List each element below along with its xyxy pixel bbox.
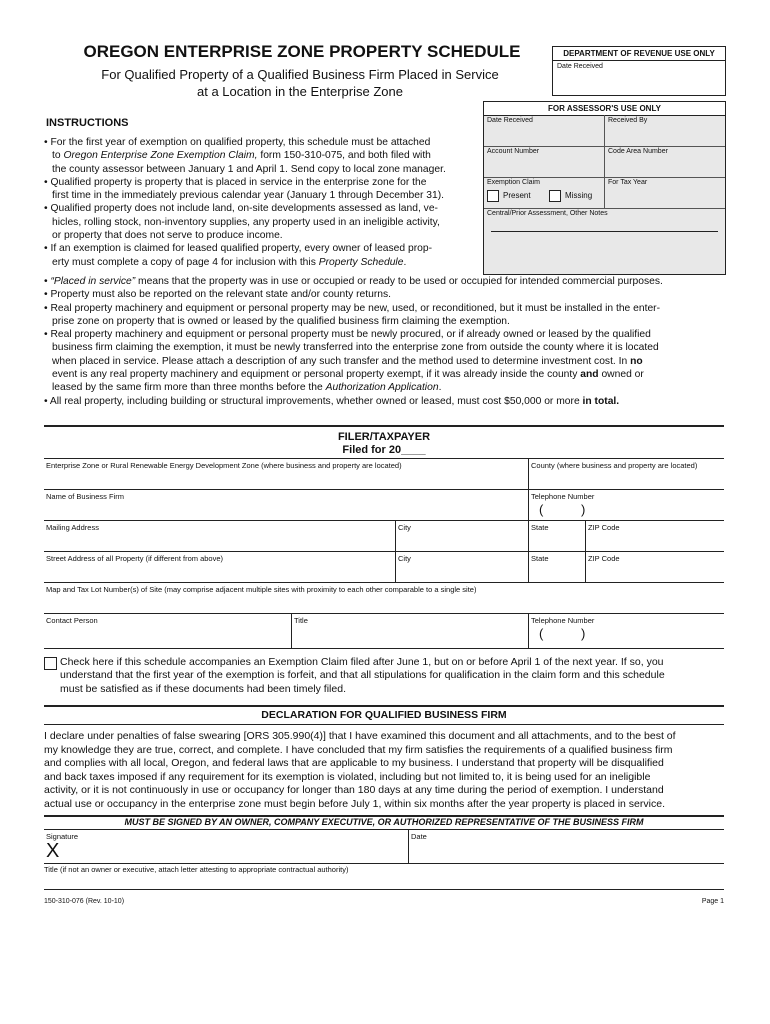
instr-line: or property that does not serve to produce income. — [52, 230, 283, 242]
filer-title: FILER/TAXPAYER — [337, 431, 431, 443]
assessor-use-only-box — [483, 101, 726, 275]
instr-text: . — [438, 382, 442, 394]
subtitle-line-2: at a Location in the Enterprise Zone — [197, 84, 403, 99]
assessor-row-2 — [484, 146, 725, 178]
instr-line — [44, 381, 734, 394]
instr-line: • Real property machinery and equipment or personal property must be newly procured, or if already owned or leased by the qualified — [44, 329, 651, 341]
mailing-city-field[interactable]: City — [395, 521, 528, 552]
filer-row-mailing — [44, 520, 724, 552]
instr-line: • For the first year of exemption on qualified property, this schedule must be attached — [44, 137, 431, 148]
filer-row-zone — [44, 458, 724, 490]
area-code-open: ( — [539, 626, 544, 641]
authorization-application-name: Authorization Application — [325, 382, 439, 394]
map-tax-lot-field[interactable]: Map and Tax Lot Number(s) of Site (may comprise adjacent multiple sites with proximity to each other comparable to a single site) — [46, 585, 477, 594]
central-prior-label: Central/Prior Assessment, Other Notes — [487, 210, 608, 217]
instr-text: to — [52, 150, 64, 162]
declaration-line: actual use or occupancy in the enterprise zone must begin before July 1, within six months after the year property is placed in service. — [44, 797, 665, 810]
assessor-heading: FOR ASSESSOR'S USE ONLY — [484, 102, 725, 116]
instr-text: erty must complete a copy of page 4 for inclusion with this — [52, 256, 319, 268]
mailing-address-field[interactable]: Mailing Address — [46, 523, 99, 532]
central-prior-notes-field[interactable] — [484, 208, 725, 274]
signer-title-field[interactable]: Title (if not an owner or executive, attach letter attesting to appropriate contractual authority) — [44, 865, 724, 890]
contact-title-field[interactable]: Title — [291, 614, 528, 648]
page-number: Page 1 — [701, 898, 724, 905]
instr-text: • All real property, including building or structural improvements, whether owned or leased, must cost $50,000 or more — [44, 395, 583, 407]
declaration-line: and back taxes imposed if any requirement for its exemption is violated, including but not limited to, it is being used for an ineligible — [44, 770, 651, 783]
present-checkbox[interactable] — [487, 190, 499, 202]
form-subtitle — [60, 66, 540, 100]
assessor-code-area-field[interactable]: Code Area Number — [604, 146, 725, 177]
instr-line: • “Placed in service” means that the property was in use or occupied or ready to be used or occupied for intended commercial purposes. — [44, 276, 663, 287]
form-number: 150-310-076 (Rev. 10-10) — [44, 898, 125, 905]
declaration-line: activity, or it is not continuously in use or occupancy for longer than 180 days at any time during the period of exemption. I understand — [44, 784, 664, 796]
section-divider — [44, 425, 724, 427]
instr-line: first time in the immediately previous calendar year (January 1 through December 31). — [52, 190, 445, 202]
missing-checkbox[interactable] — [549, 190, 561, 202]
instr-emphasis: no — [630, 355, 643, 367]
contact-telephone-field[interactable] — [528, 614, 724, 648]
notes-line — [491, 231, 718, 232]
property-schedule-name: Property Schedule — [318, 256, 404, 268]
telephone-label: Telephone Number — [531, 616, 595, 625]
telephone-field[interactable] — [528, 490, 724, 521]
instr-line: • Real property machinery and equipment or personal property may be new, used, or reconditioned, but it must be installed in the enter- — [44, 302, 661, 314]
instr-line: hicles, rolling stock, non-inventory supplies, any property used in an ineligible activity, — [52, 216, 440, 228]
exemption-claim-form-name: Oregon Enterprise Zone Exemption Claim, — [63, 150, 258, 162]
instr-emphasis: and — [580, 369, 599, 381]
instr-line: prise zone on property that is owned or leased by the qualified business firm claiming the exemption. — [52, 315, 510, 327]
enterprise-zone-field[interactable]: Enterprise Zone or Rural Renewable Energy Development Zone (where business and property are located) — [46, 461, 402, 470]
instr-line — [44, 395, 734, 408]
dor-heading: DEPARTMENT OF REVENUE USE ONLY — [553, 47, 725, 61]
instr-line — [44, 368, 734, 381]
missing-label: Missing — [565, 191, 593, 201]
section-divider — [44, 724, 724, 725]
signature-field[interactable] — [44, 830, 408, 863]
subtitle-line-1: For Qualified Property of a Qualified Business Firm Placed in Service — [101, 67, 499, 82]
late-filing-checkbox[interactable] — [44, 657, 57, 670]
instr-line: business firm claiming the exemption, it must be newly transferred into the enterprise zone from outside the county where it is located — [52, 342, 659, 354]
declaration-line: I declare under penalties of false swearing [ORS 305.990(4)] that I have examined this document and all attachments, and to the best of — [44, 730, 676, 742]
instr-text: means that the property was in use or occupied or ready to be used or occupied for intended commercial purposes. — [135, 276, 663, 287]
signature-x-mark: X — [46, 840, 60, 862]
instr-line: the county assessor between January 1 and April 1. Send copy to local zone manager. — [52, 163, 446, 175]
assessor-account-number-field[interactable]: Account Number — [487, 148, 540, 155]
instr-line — [44, 149, 484, 162]
placed-in-service-term: “Placed in service” — [50, 276, 136, 287]
street-zip-field[interactable]: ZIP Code — [585, 552, 724, 583]
assessor-row-3 — [484, 177, 725, 209]
declaration-text — [44, 730, 724, 811]
filer-row-street — [44, 551, 724, 583]
signature-date-field[interactable]: Date — [408, 830, 724, 863]
instr-emphasis: in total. — [582, 395, 620, 407]
late-filing-line-3: must be satisfied as if these documents had been timely filed. — [60, 682, 346, 695]
filer-row-contact — [44, 613, 724, 649]
instr-line: • Qualified property does not include land, on-site developments assessed as land, ve- — [44, 203, 438, 215]
area-code-close: ) — [581, 626, 586, 641]
area-code-open: ( — [539, 502, 544, 517]
instr-text: . — [403, 256, 407, 268]
instr-line — [44, 256, 484, 269]
street-state-field[interactable]: State — [528, 552, 585, 583]
filer-row-map — [44, 582, 724, 614]
instructions-heading: INSTRUCTIONS — [46, 117, 129, 129]
instr-line — [44, 355, 734, 368]
instr-line: • If an exemption is claimed for leased qualified property, every owner of leased prop- — [44, 243, 433, 255]
late-filing-line-2: understand that the first year of the exemption is forfeit, and that all stipulations for qualification in the claim form and this schedule — [60, 669, 665, 682]
mailing-state-field[interactable]: State — [528, 521, 585, 552]
instr-text: owned or — [598, 369, 644, 381]
instr-text: event is any real property machinery and equipment or personal property exempt, if it was already inside the county — [52, 369, 581, 381]
instr-line: • Qualified property is property that is placed in service in the enterprise zone for the — [44, 176, 427, 188]
street-city-field[interactable]: City — [395, 552, 528, 583]
instructions-wide-block — [44, 275, 734, 408]
late-filing-line-1: Check here if this schedule accompanies an Exemption Claim filed after June 1, but on or before April 1 of the next year. If so, you — [60, 656, 664, 668]
late-filing-block — [44, 656, 724, 696]
instr-text: form 150-310-075, and both filed with — [257, 150, 431, 162]
present-label: Present — [503, 191, 531, 201]
declaration-line: my knowledge they are true, correct, and complete. I have concluded that my firm satisfies the requirements of a qualified business firm — [44, 743, 673, 756]
instr-text: leased by the same firm more than three months before the — [52, 382, 326, 394]
for-tax-year-field[interactable]: For Tax Year — [604, 177, 725, 208]
filed-for-year[interactable]: Filed for 20____ — [342, 444, 426, 456]
assessor-date-received-field[interactable]: Date Received — [487, 117, 533, 124]
declaration-heading: DECLARATION FOR QUALIFIED BUSINESS FIRM — [261, 709, 507, 721]
signature-label: Signature — [46, 832, 79, 841]
signature-row — [44, 829, 724, 864]
dor-use-only-box — [552, 46, 726, 96]
dor-date-received-field[interactable]: Date Received — [557, 63, 603, 70]
area-code-close: ) — [581, 502, 586, 517]
mailing-zip-field[interactable]: ZIP Code — [585, 521, 724, 552]
form-title: OREGON ENTERPRISE ZONE PROPERTY SCHEDULE — [83, 42, 521, 61]
contact-person-field[interactable]: Contact Person — [46, 616, 98, 625]
declaration-line: and complies with all local, Oregon, and federal laws that are applicable to my business. I understand that property will be disqualified — [44, 757, 664, 769]
instr-text: when placed in service. Please attach a description of any such transfer and the method used to determine investment cost. In — [52, 355, 631, 367]
exemption-claim-cell — [484, 177, 604, 208]
filer-row-business — [44, 489, 724, 521]
exemption-claim-label: Exemption Claim — [487, 179, 540, 186]
instructions-narrow-block — [44, 136, 484, 269]
filer-heading — [44, 431, 724, 457]
business-name-field[interactable]: Name of Business Firm — [46, 492, 124, 501]
assessor-row-1 — [484, 115, 725, 147]
assessor-received-by-field[interactable]: Received By — [604, 115, 725, 146]
county-field[interactable]: County (where business and property are located) — [528, 459, 724, 490]
street-address-field[interactable]: Street Address of all Property (if different from above) — [46, 554, 224, 563]
section-divider — [44, 705, 724, 707]
telephone-label: Telephone Number — [531, 492, 595, 501]
instr-line: • Property must also be reported on the relevant state and/or county returns. — [44, 289, 392, 301]
assessor-row-4 — [484, 208, 725, 274]
must-sign-notice: MUST BE SIGNED BY AN OWNER, COMPANY EXECUTIVE, OR AUTHORIZED REPRESENTATIVE OF THE BUSINESS FIRM — [124, 817, 644, 827]
